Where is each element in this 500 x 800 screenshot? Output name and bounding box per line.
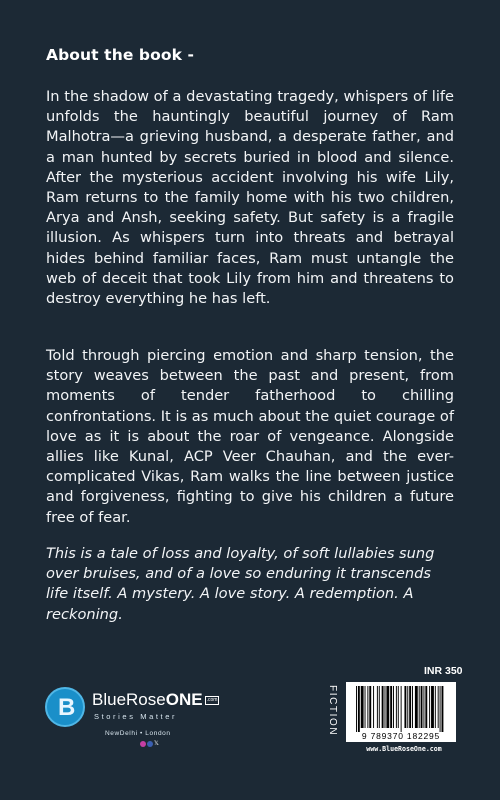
publisher-website: www.BlueRoseOne.com [366, 745, 442, 753]
price-label: INR 350 [424, 665, 463, 677]
x-icon: 𝕏 [154, 740, 159, 747]
publisher-logo [45, 683, 245, 763]
isbn-barcode [346, 682, 456, 742]
genre-label: FICTION [327, 685, 338, 737]
publisher-name-part2: ONE [165, 690, 203, 709]
barcode-bars [346, 682, 456, 732]
description-paragraph-2: Told through piercing emotion and sharp tension, the story weaves between the past and present, from moments of tender fatherhood to chilling confrontations. It is as much about the quiet courage of love as it is about the roar of vengeance. Alongside allies like Kunal, ACP Veer Chauhan, and the ever-complicated Vikas, Ram walks the line between justice and forgiveness, fighting to give his children a future free of fear. [46, 347, 454, 526]
logo-letter: B [58, 694, 76, 721]
instagram-icon [140, 741, 146, 747]
publisher-logo-icon [45, 687, 85, 727]
publisher-tagline: Stories Matter [94, 712, 178, 721]
facebook-icon [147, 741, 153, 747]
publisher-cities: NewDelhi • London [105, 730, 171, 737]
description-paragraph-1: In the shadow of a devastating tragedy, whispers of life unfolds the hauntingly beautiful journey of Ram Malhotra—a grieving husband, a desperate father, and a man hunted by secrets buried in blood and silence. After the mysterious accident involving his wife Lily, Ram returns to the family home with his two children, Arya and Ansh, seeking safety. But safety is a fragile illusion. As whispers turn into threats and betrayal hides behind familiar faces, Ram must untangle the web of deceit that took Lily from him and threatens to destroy everything he has left. [46, 88, 454, 308]
description-paragraph-3: This is a tale of loss and loyalty, of soft lullabies sung over bruises, and of a love so enduring it transcends life itself. A mystery. A love story. A redemption. A reckoning. [46, 545, 435, 623]
about-heading: About the book - [46, 46, 195, 64]
publisher-name-part1: BlueRose [92, 690, 166, 709]
social-icons [140, 741, 159, 749]
isbn-number: 9 789370 182295 [361, 731, 441, 741]
publisher-name [92, 690, 219, 710]
genre-label-wrap [324, 685, 344, 745]
publisher-badge: .com [206, 697, 218, 704]
